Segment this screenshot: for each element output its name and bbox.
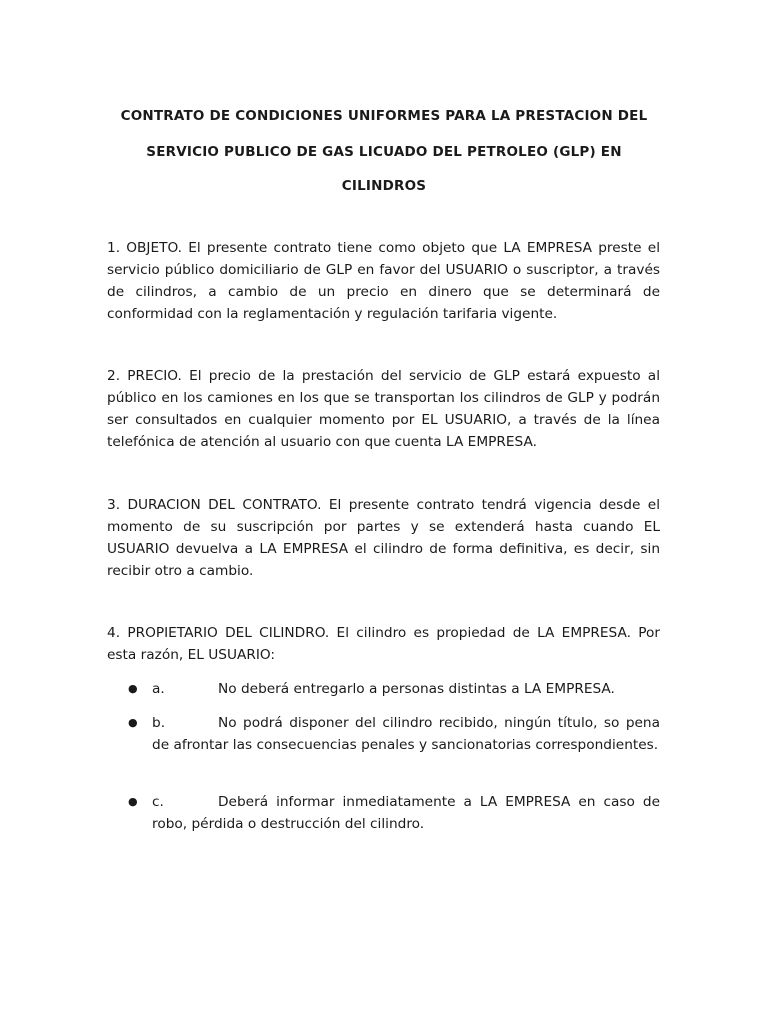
list-item-text: Deberá informar inmediatamente a LA EMPRESA en caso de robo, pérdida o destrucción del cilindro.	[152, 794, 660, 832]
list-item-letter: b.	[152, 715, 166, 731]
list-item-a	[128, 678, 660, 700]
list-item-letter: a.	[152, 681, 165, 697]
bullet-icon: ●	[128, 795, 138, 808]
section-duracion: 3. DURACION DEL CONTRATO. El presente contrato tendrá vigencia desde el momento de su suscripción por partes y se extenderá hasta cuando EL USUARIO devuelva a LA EMPRESA el cilindro de forma definitiva, es decir, sin recibir otro a cambio.	[107, 497, 660, 579]
list-item-b	[128, 712, 660, 756]
bullet-icon: ●	[128, 682, 138, 695]
document-title-line-2: SERVICIO PUBLICO DE GAS LICUADO DEL PETROLEO (GLP) EN	[146, 144, 622, 160]
bullet-icon: ●	[128, 716, 138, 729]
section-objeto: 1. OBJETO. El presente contrato tiene como objeto que LA EMPRESA preste el servicio público domiciliario de GLP en favor del USUARIO o suscriptor, a través de cilindros, a cambio de un precio en dinero que se determinará de conformidad con la reglamentación y regulación tarifaria vigente.	[107, 240, 660, 322]
section-propietario: 4. PROPIETARIO DEL CILINDRO. El cilindro es propiedad de LA EMPRESA. Por esta razón, EL USUARIO:	[107, 625, 660, 663]
list-item-text: No podrá disponer del cilindro recibido, ningún título, so pena de afrontar las consecuencias penales y sancionatorias correspondientes.	[152, 715, 660, 753]
list-item-text: No deberá entregarlo a personas distintas a LA EMPRESA.	[218, 681, 615, 697]
list-item-c	[128, 791, 660, 835]
document-title-line-1: CONTRATO DE CONDICIONES UNIFORMES PARA LA PRESTACION DEL	[120, 108, 648, 124]
section-precio: 2. PRECIO. El precio de la prestación del servicio de GLP estará expuesto al público en los camiones en los que se transportan los cilindros de GLP y podrán ser consultados en cualquier momento por EL USUARIO, a través de la línea telefónica de atención al usuario con que cuenta LA EMPRESA.	[107, 368, 660, 450]
list-item-letter: c.	[152, 794, 164, 810]
document-title-line-3: CILINDROS	[341, 178, 427, 194]
